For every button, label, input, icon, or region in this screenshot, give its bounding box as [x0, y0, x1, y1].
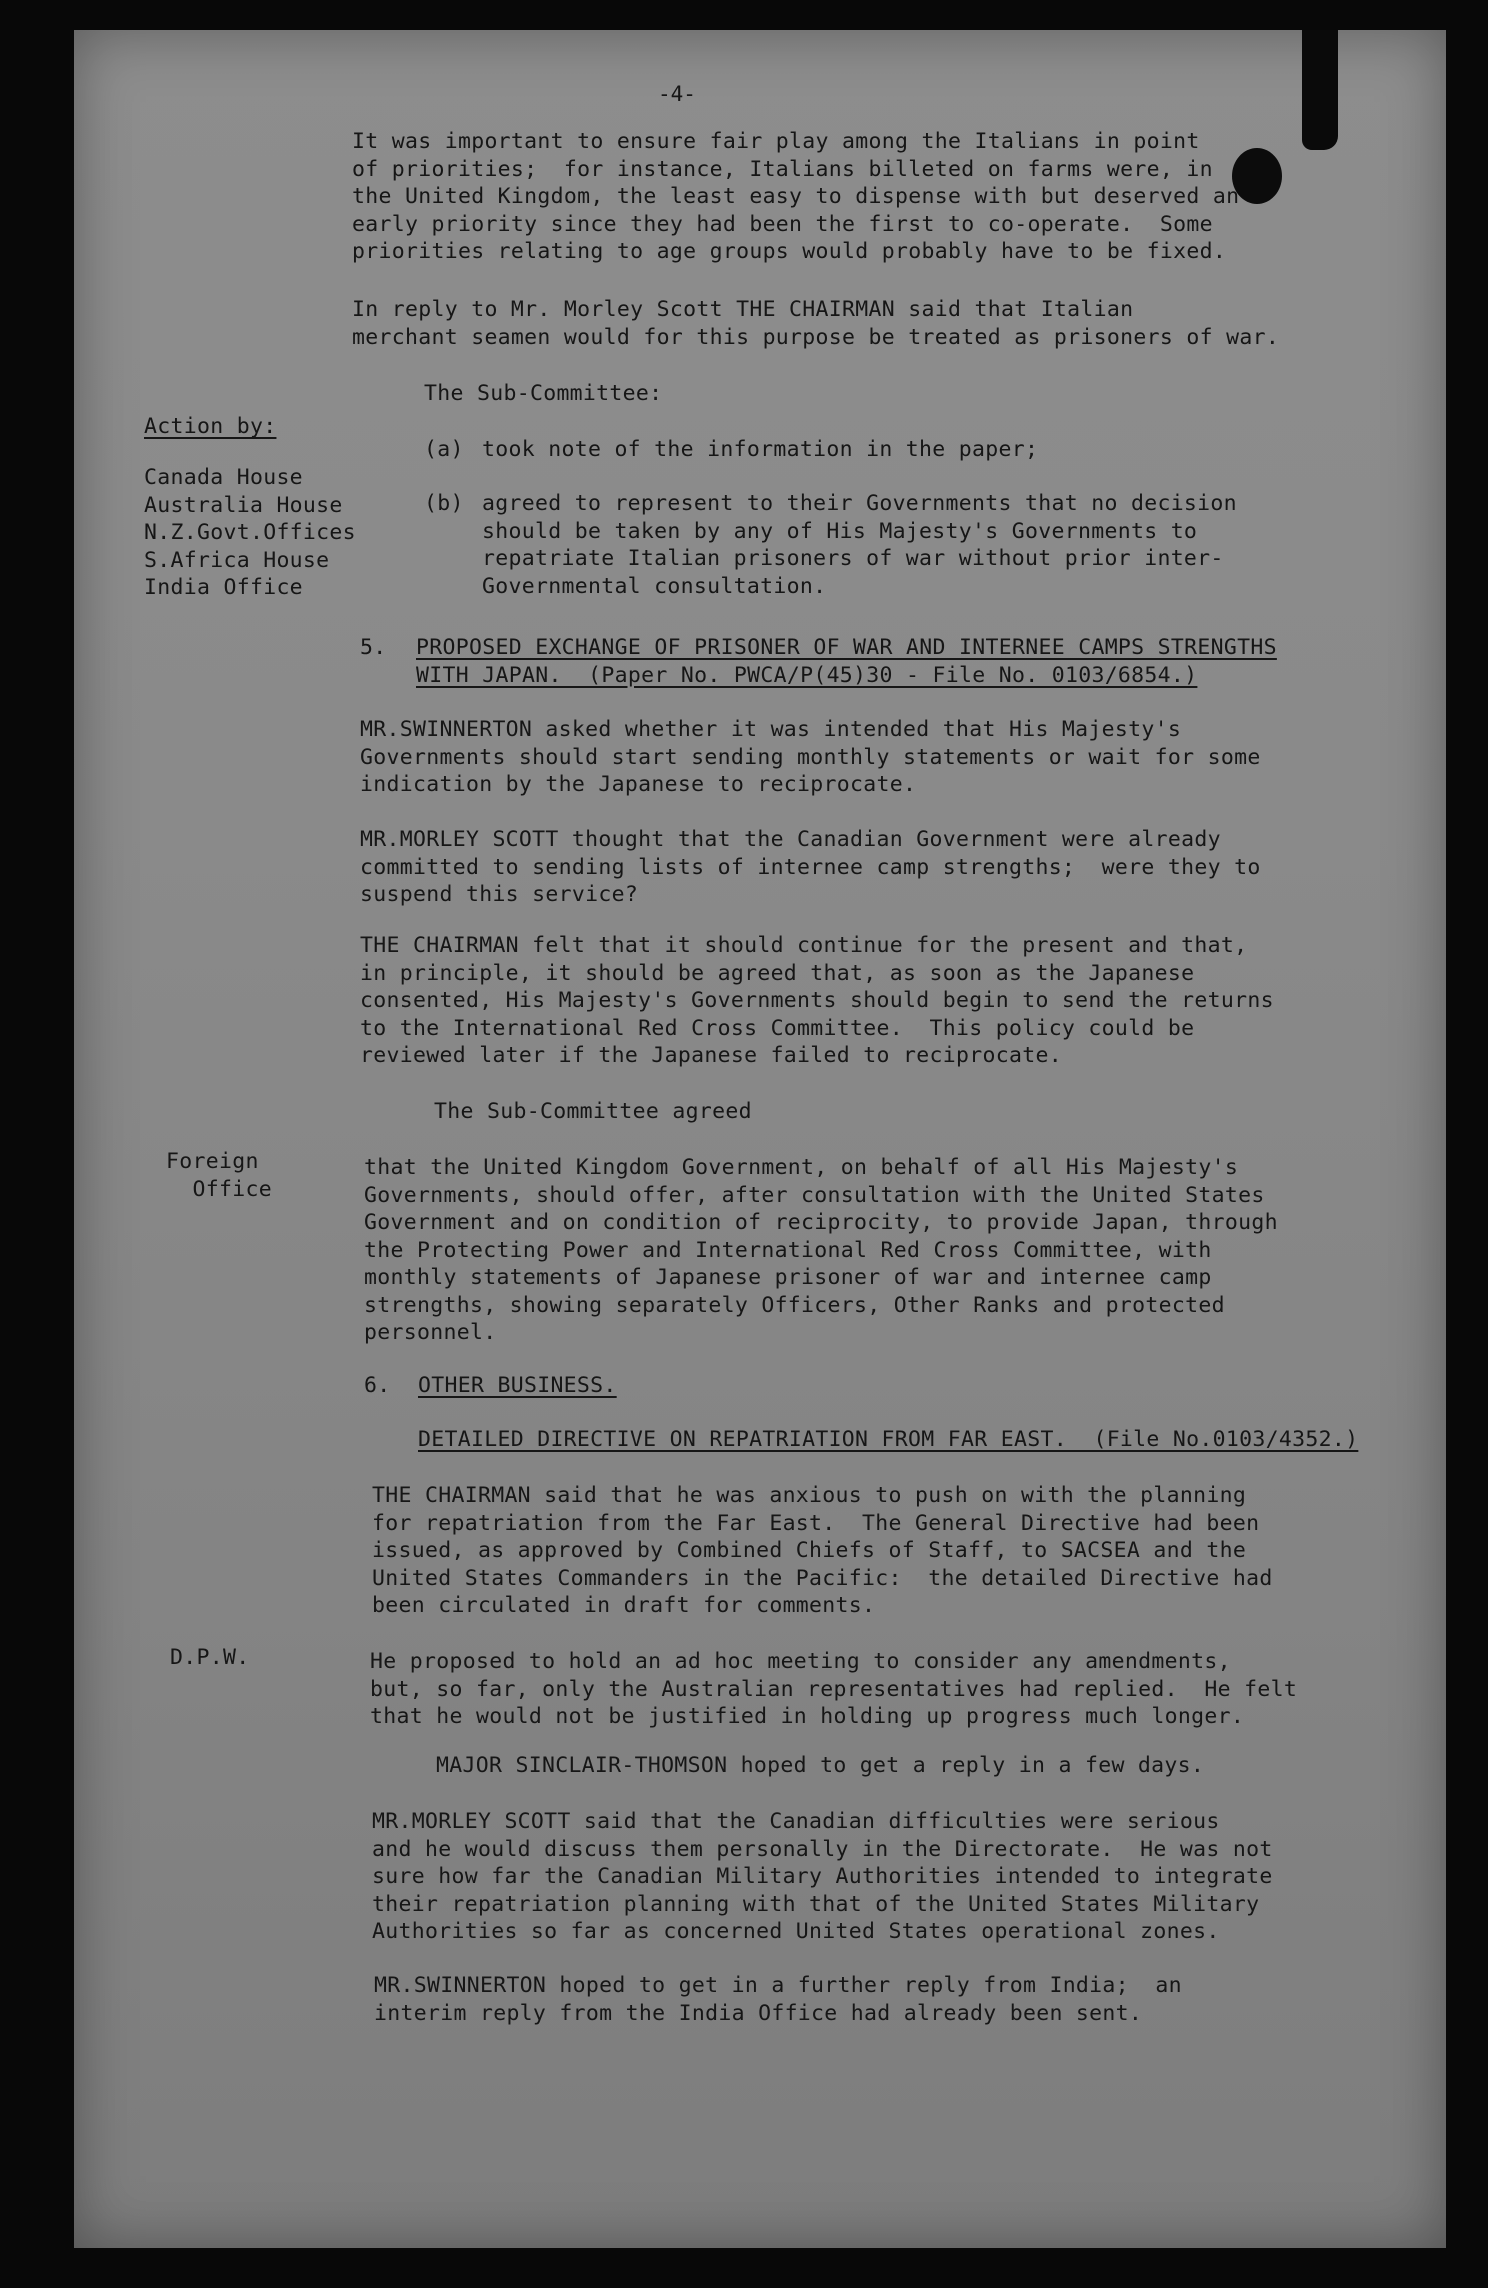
section-6-number: 6. [364, 1373, 391, 1398]
directive-heading: DETAILED DIRECTIVE ON REPATRIATION FROM FAR EAST. (File No.0103/4352.) [418, 1427, 1359, 1452]
item-a-text: took note of the information in the paper; [482, 437, 1039, 462]
item-a-label: (a) [424, 437, 464, 462]
subcommittee-intro: The Sub-Committee: [424, 381, 663, 406]
item-b-text: agreed to represent to their Governments that no decision should be taken by any of His Majesty's Governments to repatriate Italian prisoners of war without prior inter- Governmental consultation. [482, 491, 1237, 599]
paragraph-morley-scott-difficulties: MR.MORLEY SCOTT said that the Canadian difficulties were serious and he would discuss them personally in the Directorate. He was not sure how far the Canadian Military Authorities intended to integrate their repatriation planning with that of the United States Military Authorities so far as concerned United States operational zones. [372, 1809, 1273, 1944]
paragraph-ad-hoc-meeting: He proposed to hold an ad hoc meeting to consider any amendments, but, so far, only the Australian representatives had replied. He felt that he would not be justified in holding up progress much longer. [370, 1649, 1298, 1729]
paragraph-agreed-resolution: that the United Kingdom Government, on behalf of all His Majesty's Governments, should offer, after consultation with the United States Government and on condition of reciprocity, to provide Japan, through the Protecting Power and International Red Cross Committee, with monthly statements of Japanese prisoner of war and internee camp strengths, showing separately Officers, Other Ranks and protected personnel. [364, 1155, 1278, 1345]
item-b-label: (b) [424, 491, 464, 516]
action-foreign-office: Foreign Office [166, 1149, 272, 1202]
paragraph-reply-merchant-seamen: In reply to Mr. Morley Scott THE CHAIRMAN said that Italian merchant seamen would for this purpose be treated as prisoners of war. [352, 297, 1280, 350]
paragraph-chairman-returns: THE CHAIRMAN felt that it should continue for the present and that, in principle, it should be agreed that, as soon as the Japanese consented, His Majesty's Governments should begin to send the returns to the International Red Cross Committee. This policy could be reviewed later if the Japanese failed to reciprocate. [360, 933, 1274, 1068]
paragraph-morley-scott-camp-strengths: MR.MORLEY SCOTT thought that the Canadian Government were already committed to sending lists of internee camp strengths; were they to suspend this service? [360, 827, 1261, 907]
paragraph-swinnerton-india-reply: MR.SWINNERTON hoped to get in a further reply from India; an interim reply from the India Office had already been sent. [374, 1973, 1182, 2026]
paragraph-italians-priorities: It was important to ensure fair play among the Italians in point of priorities; for instance, Italians billeted on farms were, in the United Kingdom, the least easy to dispense with but deserved an early priority since they had been the first to co-operate. Some priorities relating to age groups would probably have to be fixed. [352, 129, 1240, 264]
action-by-list: Canada House Australia House N.Z.Govt.Offices S.Africa House India Office [144, 465, 356, 600]
action-by-heading: Action by: [144, 414, 277, 439]
paragraph-chairman-far-east-planning: THE CHAIRMAN said that he was anxious to push on with the planning for repatriation from the Far East. The General Directive had been issued, as approved by Combined Chiefs of Staff, to SACSEA and the United States Commanders in the Pacific: the detailed Directive had been circulated in draft for comments. [372, 1483, 1273, 1618]
section-5-number: 5. [360, 635, 387, 660]
section-5-heading: PROPOSED EXCHANGE OF PRISONER OF WAR AND INTERNEE CAMPS STRENGTHS WITH JAPAN. (Paper No. PWCA/P(45)30 - File No. 0103/6854.) [416, 635, 1277, 688]
subcommittee-agreed: The Sub-Committee agreed [434, 1099, 752, 1124]
page-number: -4- [658, 82, 696, 106]
paragraph-sinclair-thomson: MAJOR SINCLAIR-THOMSON hoped to get a reply in a few days. [436, 1753, 1205, 1778]
section-6-heading: OTHER BUSINESS. [418, 1373, 617, 1398]
action-dpw: D.P.W. [170, 1645, 250, 1670]
binding-tape-mark [1302, 30, 1338, 150]
ink-blot [1232, 148, 1282, 204]
paragraph-swinnerton-monthly-statements: MR.SWINNERTON asked whether it was intended that His Majesty's Governments should start sending monthly statements or wait for some indication by the Japanese to reciprocate. [360, 717, 1261, 797]
